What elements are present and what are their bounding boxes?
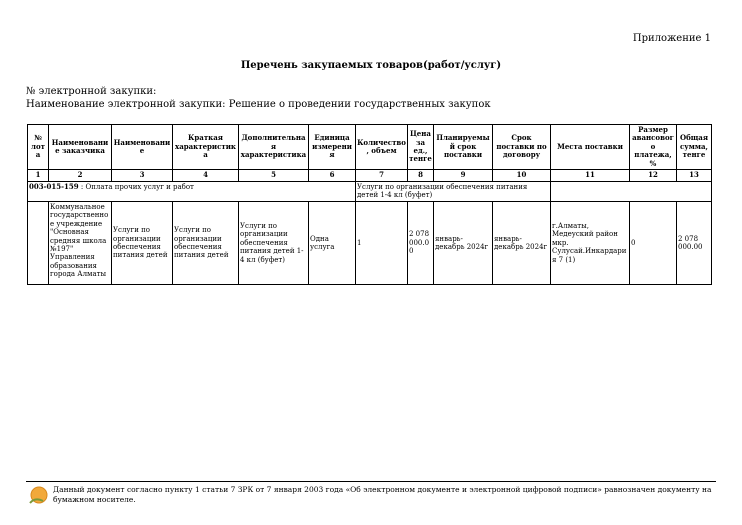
- col-place: Места поставки: [551, 125, 630, 170]
- cell-lot: [28, 201, 49, 284]
- cell-extra: Услуги по организации обеспечения питания детей 1-4 кл (буфет): [239, 201, 309, 284]
- document-title: Перечень закупаемых товаров(работ/услуг): [240, 60, 502, 71]
- procurement-number: № электронной закупки:: [26, 86, 157, 97]
- col-term: Срок поставки по договору: [493, 125, 551, 170]
- col-planned: Планируемый срок поставки: [434, 125, 493, 170]
- cell-qty: 1: [356, 201, 408, 284]
- col-number: 5: [239, 169, 309, 181]
- col-lot: № лота: [28, 125, 49, 170]
- goods-table: [27, 124, 712, 285]
- col-number: 1: [28, 169, 49, 181]
- col-name: Наименование: [112, 125, 173, 170]
- col-number: 9: [434, 169, 493, 181]
- footer: [26, 481, 716, 508]
- appendix-label: Приложение 1: [632, 33, 711, 44]
- lot-service: Услуги по организации обеспечения питания детей 1-4 кл (буфет): [356, 181, 551, 201]
- col-number: 8: [408, 169, 434, 181]
- lot-code: 003-015-159: [29, 181, 79, 191]
- col-unit: Единица измерения: [309, 125, 356, 170]
- col-qty: Количество, объем: [356, 125, 408, 170]
- lot-row: [28, 181, 712, 201]
- col-number: 12: [630, 169, 677, 181]
- egov-logo-icon: [27, 485, 49, 507]
- cell-place: г.Алматы, Медеуский район мкр. Сулусай.Инкардария 7 (1): [551, 201, 630, 284]
- col-number: 4: [173, 169, 239, 181]
- lot-description: : Оплата прочих услуг и работ: [78, 182, 194, 191]
- col-advance: Размер авансового платежа, %: [630, 125, 677, 170]
- lot-empty: [551, 181, 712, 201]
- col-number: 11: [551, 169, 630, 181]
- column-number-row: [28, 169, 712, 181]
- col-customer: Наименование заказчика: [49, 125, 112, 170]
- col-number: 3: [112, 169, 173, 181]
- col-number: 7: [356, 169, 408, 181]
- table-row: [28, 201, 712, 284]
- col-number: 13: [677, 169, 712, 181]
- cell-total: 2 078 000.00: [677, 201, 712, 284]
- cell-planned: январь-декабрь 2024г: [434, 201, 493, 284]
- col-number: 6: [309, 169, 356, 181]
- cell-customer: Коммунальное государственное учреждение "Основная средняя школа №197" Управления образования города Алматы: [49, 201, 112, 284]
- header-row: [28, 125, 712, 170]
- lot-cell: [28, 181, 356, 201]
- cell-advance: 0: [630, 201, 677, 284]
- col-total: Общая сумма, тенге: [677, 125, 712, 170]
- col-extra: Дополнительная характеристика: [239, 125, 309, 170]
- col-price: Цена за ед., тенге: [408, 125, 434, 170]
- cell-short: Услуги по организации обеспечения питания детей: [173, 201, 239, 284]
- footer-text: Данный документ согласно пункту 1 статьи 7 ЗРК от 7 января 2003 года «Об электронном документе и электронной цифровой подписи» равнозначен документу на бумажном носителе.: [53, 485, 712, 504]
- col-number: 2: [49, 169, 112, 181]
- cell-unit: Одна услуга: [309, 201, 356, 284]
- col-short: Краткая характеристика: [173, 125, 239, 170]
- col-number: 10: [493, 169, 551, 181]
- cell-price: 2 078 000.00: [408, 201, 434, 284]
- cell-name: Услуги по организации обеспечения питания детей: [112, 201, 173, 284]
- procurement-name: Наименование электронной закупки: Решение о проведении государственных закупок: [26, 99, 491, 110]
- cell-term: январь-декабрь 2024г: [493, 201, 551, 284]
